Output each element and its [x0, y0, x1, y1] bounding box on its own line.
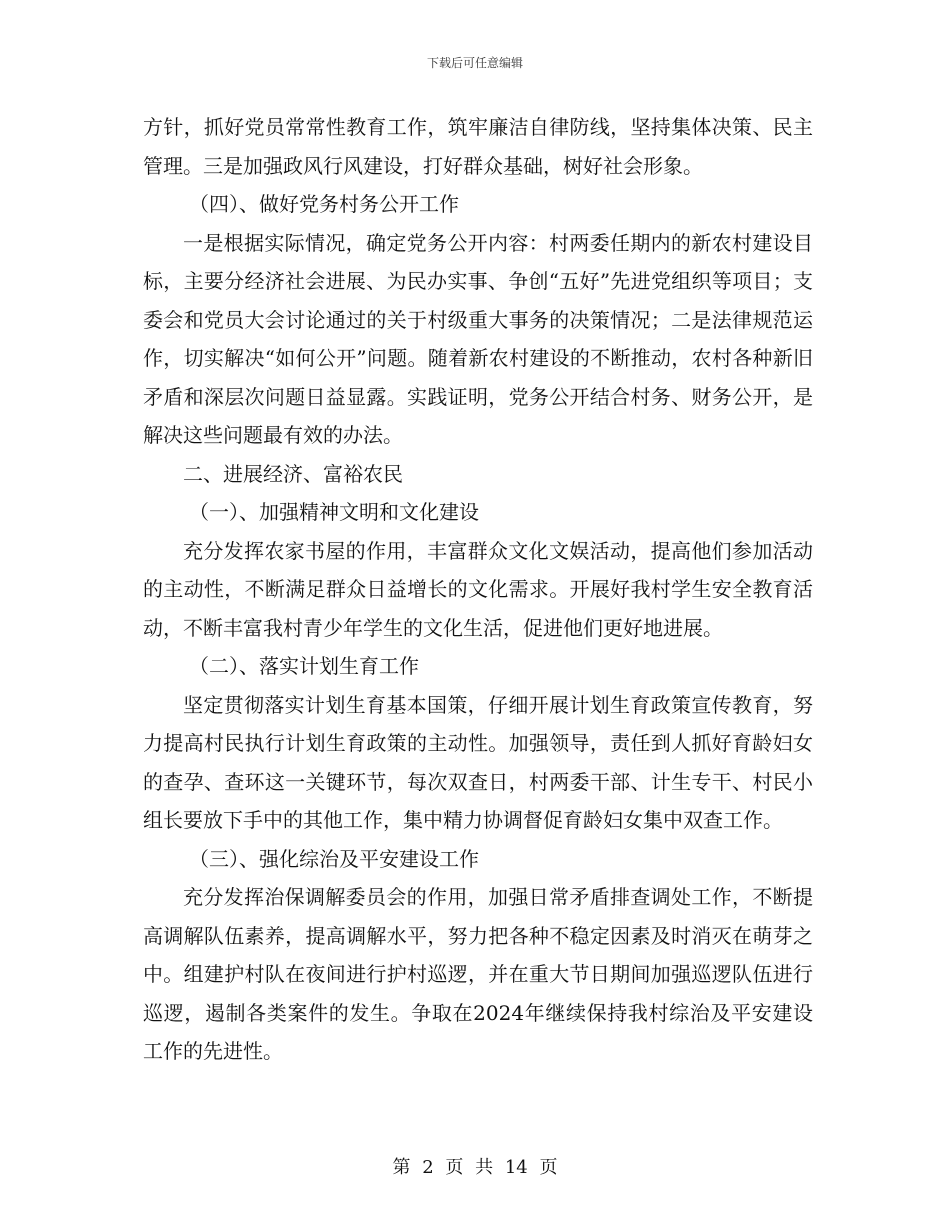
paragraph-disclosure-content: 一是根据实际情况，确定党务公开内容：村两委任期内的新农村建设目标，主要分经济社会进展、为民办实事、争创“五好”先进党组织等项目；支委会和党员大会讨论通过的关于村级重大事务的决策情况；二是法律规范运作，切实解决“如何公开”问题。随着新农村建设的不断推动，农村各种新旧矛盾和深层次问题日益显露。实践证明，党务公开结合村务、财务公开，是解决这些问题最有效的办法。: [143, 230, 813, 447]
document-body: [143, 108, 813, 1071]
paragraph-family-planning: 坚定贯彻落实计划生育基本国策，仔细开展计划生育政策宣传教育，努力提高村民执行计划生育政策的主动性。加强领导，责任到人抓好育龄妇女的查孕、查环这一关键环节，每次双查日，村两委干部、计生专干、村民小组长要放下手中的其他工作，集中精力协调督促育龄妇女集中双查工作。: [143, 692, 813, 832]
section-heading-2-economic-development: 二、进展经济、富裕农民: [183, 461, 403, 486]
section-heading-2-family-planning: （二）、落实计划生育工作: [189, 654, 419, 678]
section-heading-4-party-affairs-disclosure: （四）、做好党务村务公开工作: [189, 192, 459, 216]
page-number-footer: 第 2 页 共 14 页: [392, 1157, 558, 1178]
paragraph-continued-guidelines: 方针，抓好党员常常性教育工作，筑牢廉洁自律防线，坚持集体决策、民主管理。三是加强政风行风建设，打好群众基础，树好社会形象。: [143, 115, 813, 178]
page-header-note: 下载后可任意编辑: [426, 56, 523, 70]
paragraph-farm-library: 充分发挥农家书屋的作用，丰富群众文化文娱活动，提高他们参加活动的主动性，不断满足群众日益增长的文化需求。开展好我村学生安全教育活动，不断丰富我村青少年学生的文化生活，促进他们更好地进展。: [143, 538, 813, 640]
paragraph-public-security: 充分发挥治保调解委员会的作用，加强日常矛盾排查调处工作，不断提高调解队伍素养，提高调解水平，努力把各种不稳定因素及时消灭在萌芽之中。组建护村队在夜间进行护村巡逻，并在重大节日期间加强巡逻队伍进行巡逻，遏制各类案件的发生。争取在2024年继续保持我村综治及平安建设工作的先进性。: [143, 885, 813, 1063]
section-heading-1-civilization-culture: （一）、加强精神文明和文化建设: [189, 500, 479, 524]
section-heading-3-public-security: （三）、强化综治及平安建设工作: [189, 846, 479, 871]
